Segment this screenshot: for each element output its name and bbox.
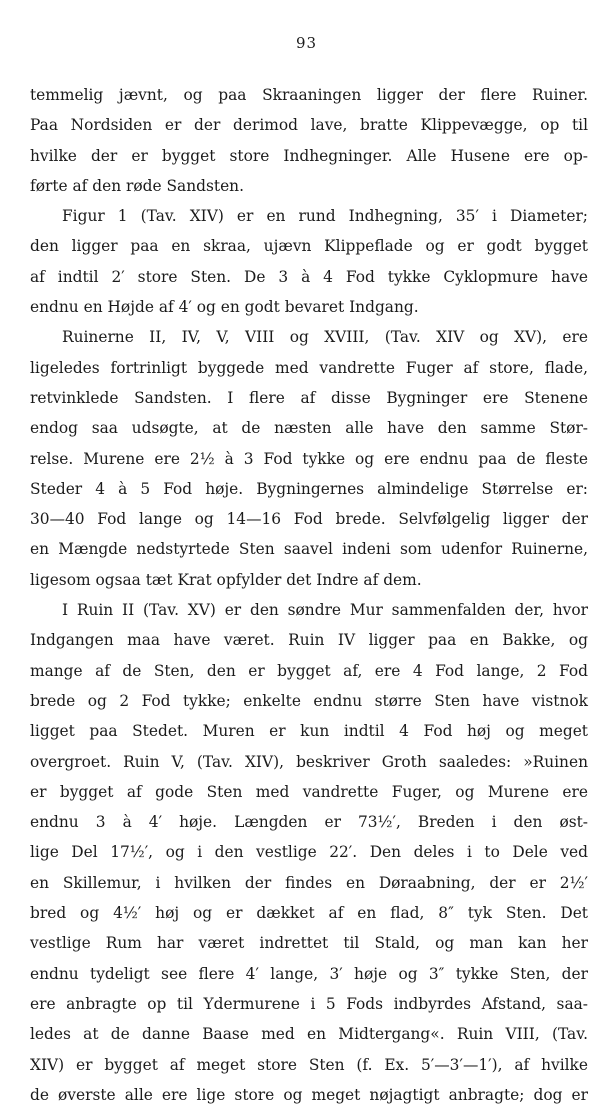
text-line: ligesom ogsaa tæt Krat opfylder det Indre af dem. — [30, 570, 422, 589]
text-line: mange af de Sten, den er bygget af, ere 4 Fod lange, 2 Fod — [30, 661, 588, 680]
text-line: en Mængde nedstyrtede Sten saavel indeni som udenfor Ruinerne, — [30, 540, 588, 559]
text-line: 30—40 Fod lange og 14—16 Fod brede. Selvfølgelig ligger der — [30, 510, 588, 529]
text-line: Indgangen maa have været. Ruin IV ligger paa en Bakke, og — [30, 631, 588, 650]
text-line: en Skillemur, i hvilken der findes en Døraabning, der er 2½′ — [30, 873, 588, 892]
page-number: 93 — [295, 34, 318, 52]
text-line: førte af den røde Sandsten. — [30, 176, 244, 195]
text-line: hvilke der er bygget store Indhegninger. Alle Husene ere op- — [30, 146, 588, 165]
text-line: brede og 2 Fod tykke; enkelte endnu større Sten have vistnok — [30, 691, 588, 710]
text-line: ledes at de danne Baase med en Midtergang«. Ruin VIII, (Tav. — [30, 1025, 588, 1044]
text-line: den ligger paa en skraa, ujævn Klippeflade og er godt bygget — [30, 237, 588, 256]
text-line: Ruinerne II, IV, V, VIII og XVIII, (Tav. XIV og XV), ere — [62, 328, 588, 347]
text-line: Figur 1 (Tav. XIV) er en rund Indhegning, 35′ i Diameter; — [62, 207, 588, 226]
text-line: lige Del 17½′, og i den vestlige 22′. Den deles i to Dele ved — [30, 843, 588, 862]
body-text — [30, 80, 588, 1110]
text-line: de øverste alle ere lige store og meget nøjagtigt anbragte; dog er — [30, 1085, 588, 1104]
text-line: endog saa udsøgte, at de næsten alle have den samme Stør- — [30, 419, 588, 438]
text-line: relse. Murene ere 2½ à 3 Fod tykke og ere endnu paa de fleste — [30, 449, 588, 468]
text-line: endnu en Højde af 4′ og en godt bevaret Indgang. — [30, 298, 419, 317]
text-line: ligeledes fortrinligt byggede med vandrette Fuger af store, flade, — [30, 358, 588, 377]
text-line: af indtil 2′ store Sten. De 3 à 4 Fod tykke Cyklopmure have — [30, 267, 588, 286]
text-line: XIV) er bygget af meget store Sten (f. Ex. 5′—3′—1′), af hvilke — [30, 1055, 588, 1074]
text-line: bred og 4½′ høj og er dækket af en flad, 8″ tyk Sten. Det — [30, 904, 588, 923]
text-line: ere anbragte op til Ydermurene i 5 Fods indbyrdes Afstand, saa- — [30, 994, 588, 1013]
text-line: ligget paa Stedet. Muren er kun indtil 4 Fod høj og meget — [30, 722, 588, 741]
text-line: overgroet. Ruin V, (Tav. XIV), beskriver Groth saaledes: »Ruinen — [30, 752, 588, 771]
text-line: retvinklede Sandsten. I flere af disse Bygninger ere Stenene — [30, 388, 588, 407]
text-line: vestlige Rum har været indrettet til Stald, og man kan her — [30, 934, 588, 953]
text-line: temmelig jævnt, og paa Skraaningen ligger der flere Ruiner. — [30, 86, 588, 104]
text-line: Paa Nordsiden er der derimod lave, bratte Klippevægge, op til — [30, 116, 588, 135]
text-line: endnu 3 à 4′ høje. Længden er 73½′, Breden i den øst- — [30, 813, 588, 832]
text-line: I Ruin II (Tav. XV) er den søndre Mur sammenfalden der, hvor — [62, 601, 588, 620]
text-line: er bygget af gode Sten med vandrette Fuger, og Murene ere — [30, 782, 588, 801]
text-line: endnu tydeligt see flere 4′ lange, 3′ høje og 3″ tykke Sten, der — [30, 964, 588, 983]
text-line: Steder 4 à 5 Fod høje. Bygningernes almindelige Størrelse er: — [30, 479, 588, 498]
